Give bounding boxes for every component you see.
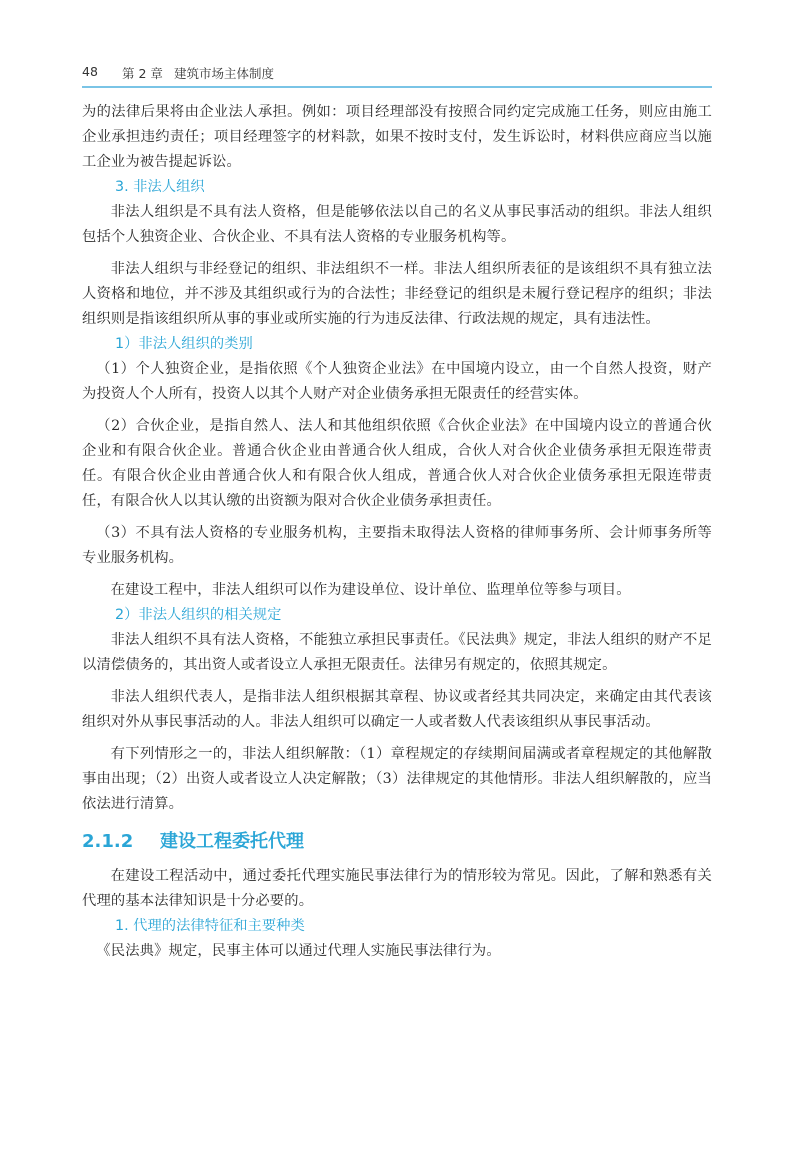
subheading: 2）非法人组织的相关规定 bbox=[115, 607, 282, 623]
paragraph: 在建设工程活动中，通过委托代理实施民事法律行为的情形较为常见。因此，了解和熟悉有关代理的基本法律知识是十分必要的。 bbox=[82, 868, 712, 909]
section-number: 2.1.2 bbox=[82, 831, 134, 852]
paragraph: 非法人组织是不具有法人资格，但是能够依法以自己的名义从事民事活动的组织。非法人组织包括个人独资企业、合伙企业、不具有法人资格的专业服务机构等。 bbox=[82, 204, 712, 245]
section-heading bbox=[82, 828, 712, 856]
subheading: 3. 非法人组织 bbox=[115, 179, 205, 195]
chapter-title: 建筑市场主体制度 bbox=[174, 66, 275, 81]
chapter-label: 第 2 章 bbox=[122, 66, 163, 81]
page-number: 48 bbox=[82, 64, 98, 79]
subheading: 1. 代理的法律特征和主要种类 bbox=[115, 918, 305, 934]
subheading: 1）非法人组织的类别 bbox=[115, 336, 253, 352]
running-header bbox=[82, 64, 712, 84]
paragraph: （3）不具有法人资格的专业服务机构，主要指未取得法人资格的律师事务所、会计师事务所等专业服务机构。 bbox=[82, 525, 712, 566]
section-title: 建设工程委托代理 bbox=[160, 831, 304, 852]
header-rule bbox=[82, 86, 712, 88]
paragraph: 为的法律后果将由企业法人承担。例如：项目经理部没有按照合同约定完成施工任务，则应由施工企业承担违约责任；项目经理签字的材料款，如果不按时支付，发生诉讼时，材料供应商应当以施工企业为被告提起诉讼。 bbox=[82, 104, 712, 170]
paragraph: 在建设工程中，非法人组织可以作为建设单位、设计单位、监理单位等参与项目。 bbox=[110, 582, 631, 598]
paragraph: （1）个人独资企业，是指依照《个人独资企业法》在中国境内设立，由一个自然人投资，财产为投资人个人所有，投资人以其个人财产对企业债务承担无限责任的经营实体。 bbox=[82, 361, 712, 402]
paragraph: （2）合伙企业，是指自然人、法人和其他组织依照《合伙企业法》在中国境内设立的普通合伙企业和有限合伙企业。普通合伙企业由普通合伙人组成，合伙人对合伙企业债务承担无限连带责任。有限合伙企业由普通合伙人和有限合伙人组成，普通合伙人对合伙企业债务承担无限连带责任，有限合伙人以其认缴的出资额为限对合伙企业债务承担责任。 bbox=[82, 418, 712, 509]
paragraph: 非法人组织与非经登记的组织、非法组织不一样。非法人组织所表征的是该组织不具有独立法人资格和地位，并不涉及其组织或行为的合法性；非经登记的组织是未履行登记程序的组织；非法组织则是指该组织所从事的事业或所实施的行为违反法律、行政法规的规定，具有违法性。 bbox=[82, 261, 712, 327]
paragraph: 非法人组织不具有法人资格，不能独立承担民事责任。《民法典》规定，非法人组织的财产不足以清偿债务的，其出资人或者设立人承担无限责任。法律另有规定的，依照其规定。 bbox=[82, 632, 712, 673]
paragraph: 有下列情形之一的，非法人组织解散：（1）章程规定的存续期间届满或者章程规定的其他解散事由出现；（2）出资人或者设立人决定解散；（3）法律规定的其他情形。非法人组织解散的，应当依法进行清算。 bbox=[82, 746, 712, 812]
paragraph: 非法人组织代表人，是指非法人组织根据其章程、协议或者经其共同决定，来确定由其代表该组织对外从事民事活动的人。非法人组织可以确定一人或者数人代表该组织从事民事活动。 bbox=[82, 689, 712, 730]
body-text bbox=[82, 100, 712, 964]
paragraph: 《民法典》规定，民事主体可以通过代理人实施民事法律行为。 bbox=[96, 943, 501, 959]
